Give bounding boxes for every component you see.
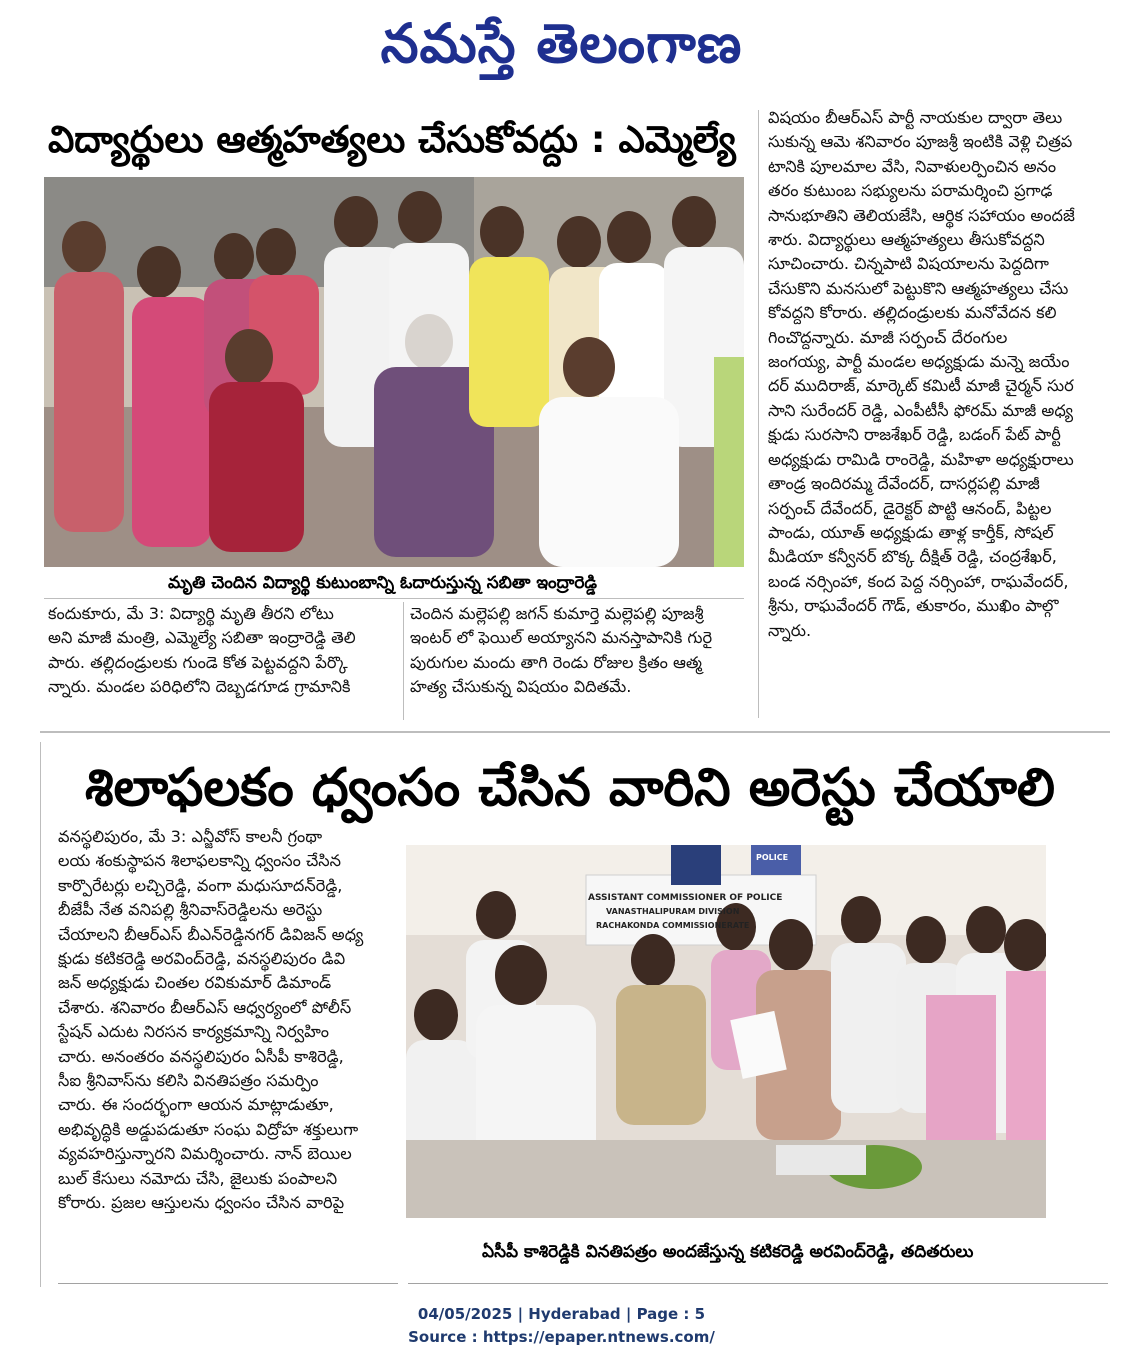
article1-column-1: కందుకూరు, మే 3: విద్యార్థి మృతి తీరని లోటు అని మాజీ మంత్రి, ఎమ్మెల్యే సబితా ఇంద్రారెడ్డి తెలి పారు. తల్లిదండ్రులకు గుండె కోత పెట్టవద్దని పేర్కొ న్నారు. మండల పరిధిలోని దెబ్బడగూడ గ్రామానికి bbox=[48, 604, 356, 697]
left-margin-rule bbox=[40, 742, 41, 1287]
article2-photo-caption: ఏసీపీ కాశిరెడ్డికి వినతిపత్రం అందజేస్తున్న కటికరెడ్డి అరవింద్‌రెడ్డి, తదితరులు bbox=[482, 1242, 974, 1262]
section-divider bbox=[40, 731, 1110, 733]
article2-photo bbox=[406, 845, 1046, 1218]
article2-photo-sign-3: RACHAKONDA COMMISSIONERATE bbox=[596, 921, 750, 930]
article1-headline: విద్యార్థులు ఆత్మహత్యలు చేసుకోవద్దు : ఎమ్మెల్యే bbox=[48, 118, 736, 161]
article1-column-3: విషయం బీఆర్ఎస్ పార్టీ నాయకుల ద్వారా తెలు సుకున్న ఆమె శనివారం పూజశ్రీ ఇంటికి వెళ్లి చిత్రప టానికి పూలమాల వేసి, నివాళులర్పించిన అనం తరం కుటుంబ సభ్యులను పరామర్శించి ప్రగాఢ సానుభూతిని తెలియజేసి, ఆర్థిక సహాయం అందజే శారు. విద్యార్థులు ఆత్మహత్యలు తీసుకోవద్దని సూచించారు. చిన్నపాటి విషయాలను పెద్దదిగా చేసుకొని మనసులో పెట్టుకొని ఆత్మహత్యలు చేసు కోవద్దని కోరారు. తల్లిదండ్రులకు మనోవేదన కలి గించొద్దన్నారు. మాజీ సర్పంచ్ దేరంగుల జంగయ్య, పార్టీ మండల అధ్యక్షుడు మన్నె జయేం దర్ ముదిరాజ్, మార్కెట్ కమిటీ మాజీ చైర్మన్ సుర సాని సురేందర్ రెడ్డి, ఎంపీటీసీ ఫోరమ్ మాజీ అధ్య క్షుడు సురసాని రాజశేఖర్ రెడ్డి, బడంగ్ పేట్ పార్టీ అధ్యక్షుడు రామిడి రాంరెడ్డి, మహిళా అధ్యక్షురాలు తాండ్ర ఇందిరమ్మ దేవేందర్, దాసర్లపల్లి మాజీ సర్పంచ్ దేవేందర్, డైరెక్టర్ పొట్టి ఆనంద్, పిట్టల పాండు, యూత్ అధ్యక్షుడు తాళ్ల కార్తీక్, సోషల్ మీడియా కన్వీనర్ బొక్క దీక్షిత్ రెడ్డి, చంద్రశేఖర్, బండ నర్సింహా, కంద పెద్ద నర్సింహా, రాఘవేందర్, శ్రీను, రాఘవేందర్ గౌడ్, తుకారం, ముఖిం పాల్గొ న్నారు. bbox=[768, 108, 1075, 640]
article2-photo-sign-2: VANASTHALIPURAM DIVISION bbox=[606, 907, 740, 916]
masthead-title: నమస్తే తెలంగాణ bbox=[380, 12, 743, 75]
article1-photo bbox=[44, 177, 744, 567]
cut-off-text-glyphs bbox=[48, 1283, 1108, 1284]
footer-source-line: Source : https://epaper.ntnews.com/ bbox=[408, 1328, 715, 1346]
article1-photo-illustration bbox=[44, 177, 744, 567]
article1-caption-rule bbox=[44, 598, 744, 599]
article2-photo-sign: ASSISTANT COMMISSIONER OF POLICE bbox=[588, 893, 783, 903]
article2-column-1: వనస్థలిపురం, మే 3: ఎన్జీవోస్ కాలనీ గ్రంథా లయ శంకుస్థాపన శిలాఫలకాన్ని ధ్వంసం చేసిన కార్పొరేటర్లు లచ్చిరెడ్డి, వంగా మధుసూదన్‌రెడ్డి, బీజేపీ నేత వనిపల్లి శ్రీనివాస్‌రెడ్డిలను అరెస్టు చేయాలని బీఆర్ఎస్ బీఎన్‌రెడ్డినగర్ డివిజన్ అధ్య క్షుడు కటికరెడ్డి అరవింద్‌రెడ్డి, వనస్థలిపురం డివి జన్ అధ్యక్షుడు చింతల రవికుమార్ డిమాండ్ చేశారు. శనివారం బీఆర్ఎస్ ఆధ్వర్యంలో పోలీస్ స్టేషన్ ఎదుట నిరసన కార్యక్రమాన్ని నిర్వహిం చారు. అనంతరం వనస్థలిపురం ఏసీపీ కాశిరెడ్డి, సీఐ శ్రీనివాస్‌ను కలిసి వినతిపత్రం సమర్పిం చారు. ఈ సందర్భంగా ఆయన మాట్లాడుతూ, అభివృద్ధికి అడ్డుపడుతూ సంఘ విద్రోహ శక్తులుగా వ్యవహరిస్తున్నారని విమర్శించారు. నాన్ బెయిల బుల్ కేసులు నమోదు చేసి, జైలుకు పంపాలని కోరారు. ప్రజల ఆస్తులను ధ్వంసం చేసిన వారిపై bbox=[58, 827, 364, 1213]
article1-column-2: చెందిన మల్లెపల్లి జగన్ కుమార్తె మల్లెపల్లి పూజశ్రీ ఇంటర్ లో ఫెయిల్ అయ్యానని మనస్తాపానికి గురై పురుగుల మందు తాగి రెండు రోజుల క్రితం ఆత్మ హత్య చేసుకున్న విషయం విదితమే. bbox=[410, 604, 713, 697]
article1-column-divider-2 bbox=[758, 110, 759, 718]
article1-column-divider-1 bbox=[403, 602, 404, 720]
cut-off-text-line bbox=[48, 1276, 1108, 1284]
article2-photo-police-badge: POLICE bbox=[756, 853, 789, 862]
article1-photo-caption: మృతి చెందిన విద్యార్థి కుటుంబాన్ని ఓదారుస్తున్న సబితా ఇంద్రారెడ్డి bbox=[168, 573, 598, 593]
article2-headline: శిలాఫలకం ధ్వంసం చేసిన వారిని అరెస్టు చేయాలి bbox=[84, 758, 1056, 818]
footer-date-line: 04/05/2025 | Hyderabad | Page : 5 bbox=[417, 1305, 706, 1323]
